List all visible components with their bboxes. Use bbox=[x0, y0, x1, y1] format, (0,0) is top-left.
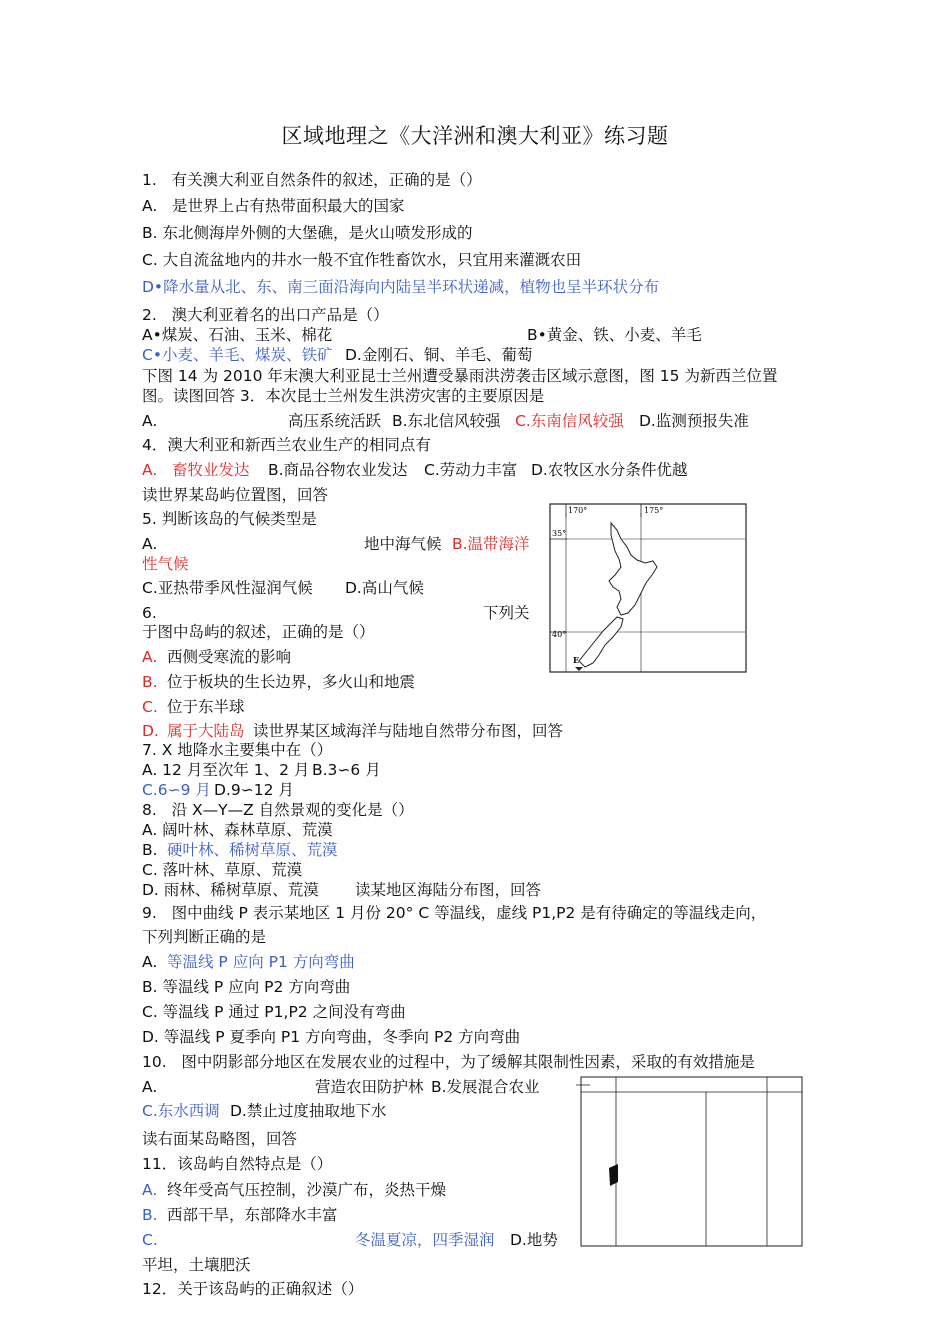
q3-option-b: B.东北信风较强 bbox=[392, 412, 501, 430]
q6-option-c: 位于东半球 bbox=[167, 698, 245, 716]
map1-lon1-label: 170° bbox=[568, 506, 588, 515]
intro3-line2: 图。读图回答 3．本次昆士兰州发生洪涝灾害的主要原因是 bbox=[142, 387, 545, 405]
q6-option-b-label: B. bbox=[142, 673, 158, 691]
q9-option-a: 等温线 P 应向 P1 方向弯曲 bbox=[167, 953, 355, 971]
q9-stem: 9. 图中曲线 P 表示某地区 1 月份 20° C 等温线，虚线 P1,P2 是有待确定的等温线走向， bbox=[142, 904, 767, 922]
q9-option-c: C. 等温线 P 通过 P1,P2 之间没有弯曲 bbox=[142, 1003, 406, 1021]
q8-option-c: C. 落叶林、草原、荒漠 bbox=[142, 861, 303, 879]
q8-option-b-label: B. bbox=[142, 841, 158, 859]
map1-lat2-label: 40° bbox=[552, 630, 567, 639]
q6-stem-cont: 于图中岛屿的叙述，正确的是（） bbox=[142, 623, 375, 641]
q4-option-c: C.劳动力丰富 bbox=[424, 461, 518, 479]
q11-option-b-label: B. bbox=[142, 1206, 158, 1224]
q11-stem: 11．该岛屿自然特点是（） bbox=[142, 1155, 333, 1173]
q11-option-a: 终年受高气压控制，沙漠广布，炎热干燥 bbox=[167, 1181, 447, 1199]
q1-option-a: A. 是世界上占有热带面积最大的国家 bbox=[142, 197, 405, 215]
q10-stem: 10. 图中阴影部分地区在发展农业的过程中，为了缓解其限制性因素，采取的有效措施是 bbox=[142, 1053, 755, 1071]
q1-option-d: D•降水量从北、东、南三面沿海向内陆呈半环状递减，植物也呈半环状分布 bbox=[142, 278, 660, 296]
q1-stem: 1. 有关澳大利亚自然条件的叙述，正确的是（） bbox=[142, 171, 482, 189]
q7-option-c: C.6∽9 月 bbox=[142, 781, 211, 799]
q11-option-c-label: C. bbox=[142, 1231, 158, 1249]
q9-option-a-label: A. bbox=[142, 953, 158, 971]
q5-option-a-label: A. bbox=[142, 535, 158, 553]
q2-option-c: C•小麦、羊毛、煤炭、铁矿 bbox=[142, 346, 333, 364]
q7-option-d: D.9∽12 月 bbox=[214, 781, 294, 799]
intro5: 读世界某岛屿位置图，回答 bbox=[142, 486, 329, 504]
q11-option-d-cont: 平坦，土壤肥沃 bbox=[142, 1256, 251, 1274]
q11-option-c: 冬温夏凉，四季湿润 bbox=[355, 1231, 495, 1249]
q4-option-d: D.农牧区水分条件优越 bbox=[531, 461, 688, 479]
q9-option-d: D. 等温线 P 夏季向 P1 方向弯曲，冬季向 P2 方向弯曲 bbox=[142, 1028, 521, 1046]
q3-option-c: C.东南信风较强 bbox=[515, 412, 624, 430]
q7-option-b: B.3∽6 月 bbox=[312, 761, 381, 779]
q6-number: 6. bbox=[142, 604, 157, 622]
map1-point-label: E bbox=[573, 655, 580, 665]
q5-option-b: B.温带海洋 bbox=[452, 535, 530, 553]
q10-option-d: D.禁止过度抽取地下水 bbox=[230, 1102, 387, 1120]
intro9: 读某地区海陆分布图，回答 bbox=[355, 881, 542, 899]
q1-option-b: B. 东北侧海岸外侧的大堡礁，是火山喷发形成的 bbox=[142, 224, 473, 242]
q2-stem: 2. 澳大利亚着名的出口产品是（） bbox=[142, 306, 389, 324]
q8-option-d: D. 雨林、稀树草原、荒漠 bbox=[142, 881, 319, 899]
q10-option-b: B.发展混合农业 bbox=[431, 1078, 540, 1096]
q4-option-a: A. 畜牧业发达 bbox=[142, 461, 250, 479]
q10-option-a: 营造农田防护林 bbox=[315, 1078, 424, 1096]
q5-option-b-cont: 性气候 bbox=[142, 555, 189, 573]
q4-option-b: B.商品谷物农业发达 bbox=[268, 461, 408, 479]
q3-option-d: D.监测预报失准 bbox=[639, 412, 749, 430]
q6-option-a-label: A. bbox=[142, 648, 158, 666]
page-title: 区域地理之《大洋洲和澳大利亚》练习题 bbox=[281, 124, 669, 148]
intro7: 读世界某区域海洋与陆地自然带分布图，回答 bbox=[253, 722, 564, 740]
map1-lon2-label: 175° bbox=[644, 506, 664, 515]
q9-option-b: B. 等温线 P 应向 P2 方向弯曲 bbox=[142, 978, 351, 996]
island-sketch-map bbox=[576, 1076, 804, 1248]
map1-lat1-label: 35° bbox=[552, 529, 567, 538]
q6-option-d: 属于大陆岛 bbox=[167, 722, 245, 740]
q2-option-a: A•煤炭、石油、玉米、棉花 bbox=[142, 326, 333, 344]
q6-option-d-label: D. bbox=[142, 722, 159, 740]
q5-stem: 5. 判断该岛的气候类型是 bbox=[142, 510, 317, 528]
q12-stem: 12．关于该岛屿的正确叙述（） bbox=[142, 1280, 364, 1298]
q4-stem: 4．澳大利亚和新西兰农业生产的相同点有 bbox=[142, 436, 431, 454]
q7-stem: 7. X 地降水主要集中在（） bbox=[142, 741, 333, 759]
q5-option-c: C.亚热带季风性湿润气候 bbox=[142, 579, 313, 597]
q6-stem: 下列关 bbox=[483, 604, 530, 622]
q9-stem-cont: 下列判断正确的是 bbox=[142, 928, 267, 946]
q7-option-a: A. 12 月至次年 1、2 月 bbox=[142, 761, 310, 779]
q11-option-d: D.地势 bbox=[510, 1231, 558, 1249]
q3-option-a-label: A. bbox=[142, 412, 158, 430]
q5-option-a: 地中海气候 bbox=[364, 535, 442, 553]
island-position-map bbox=[549, 503, 747, 673]
q8-option-b: 硬叶林、稀树草原、荒漠 bbox=[167, 841, 338, 859]
q2-option-b: B•黄金、铁、小麦、羊毛 bbox=[527, 326, 702, 344]
intro11: 读右面某岛略图，回答 bbox=[142, 1130, 298, 1148]
q6-option-a: 西侧受寒流的影响 bbox=[167, 648, 292, 666]
q5-option-d: D.高山气候 bbox=[345, 579, 424, 597]
q8-stem: 8. 沿 X—Y—Z 自然景观的变化是（） bbox=[142, 801, 414, 819]
q10-option-c: C.东水西调 bbox=[142, 1102, 220, 1120]
q6-option-c-label: C. bbox=[142, 698, 158, 716]
intro3-line1: 下图 14 为 2010 年末澳大利亚昆士兰州遭受暴雨洪涝袭击区域示意图，图 15 为新西兰位置 bbox=[142, 367, 778, 385]
q3-option-a: 高压系统活跃 bbox=[288, 412, 382, 430]
q8-option-a: A. 阔叶林、森林草原、荒漠 bbox=[142, 821, 333, 839]
q10-option-a-label: A. bbox=[142, 1078, 158, 1096]
q11-option-b: 西部干旱，东部降水丰富 bbox=[167, 1206, 338, 1224]
q11-option-a-label: A. bbox=[142, 1181, 158, 1199]
q6-option-b: 位于板块的生长边界，多火山和地震 bbox=[167, 673, 416, 691]
q1-option-c: C. 大自流盆地内的井水一般不宜作牲畜饮水，只宜用来灌溉农田 bbox=[142, 251, 582, 269]
q2-option-d: D.金刚石、铜、羊毛、葡萄 bbox=[345, 346, 533, 364]
